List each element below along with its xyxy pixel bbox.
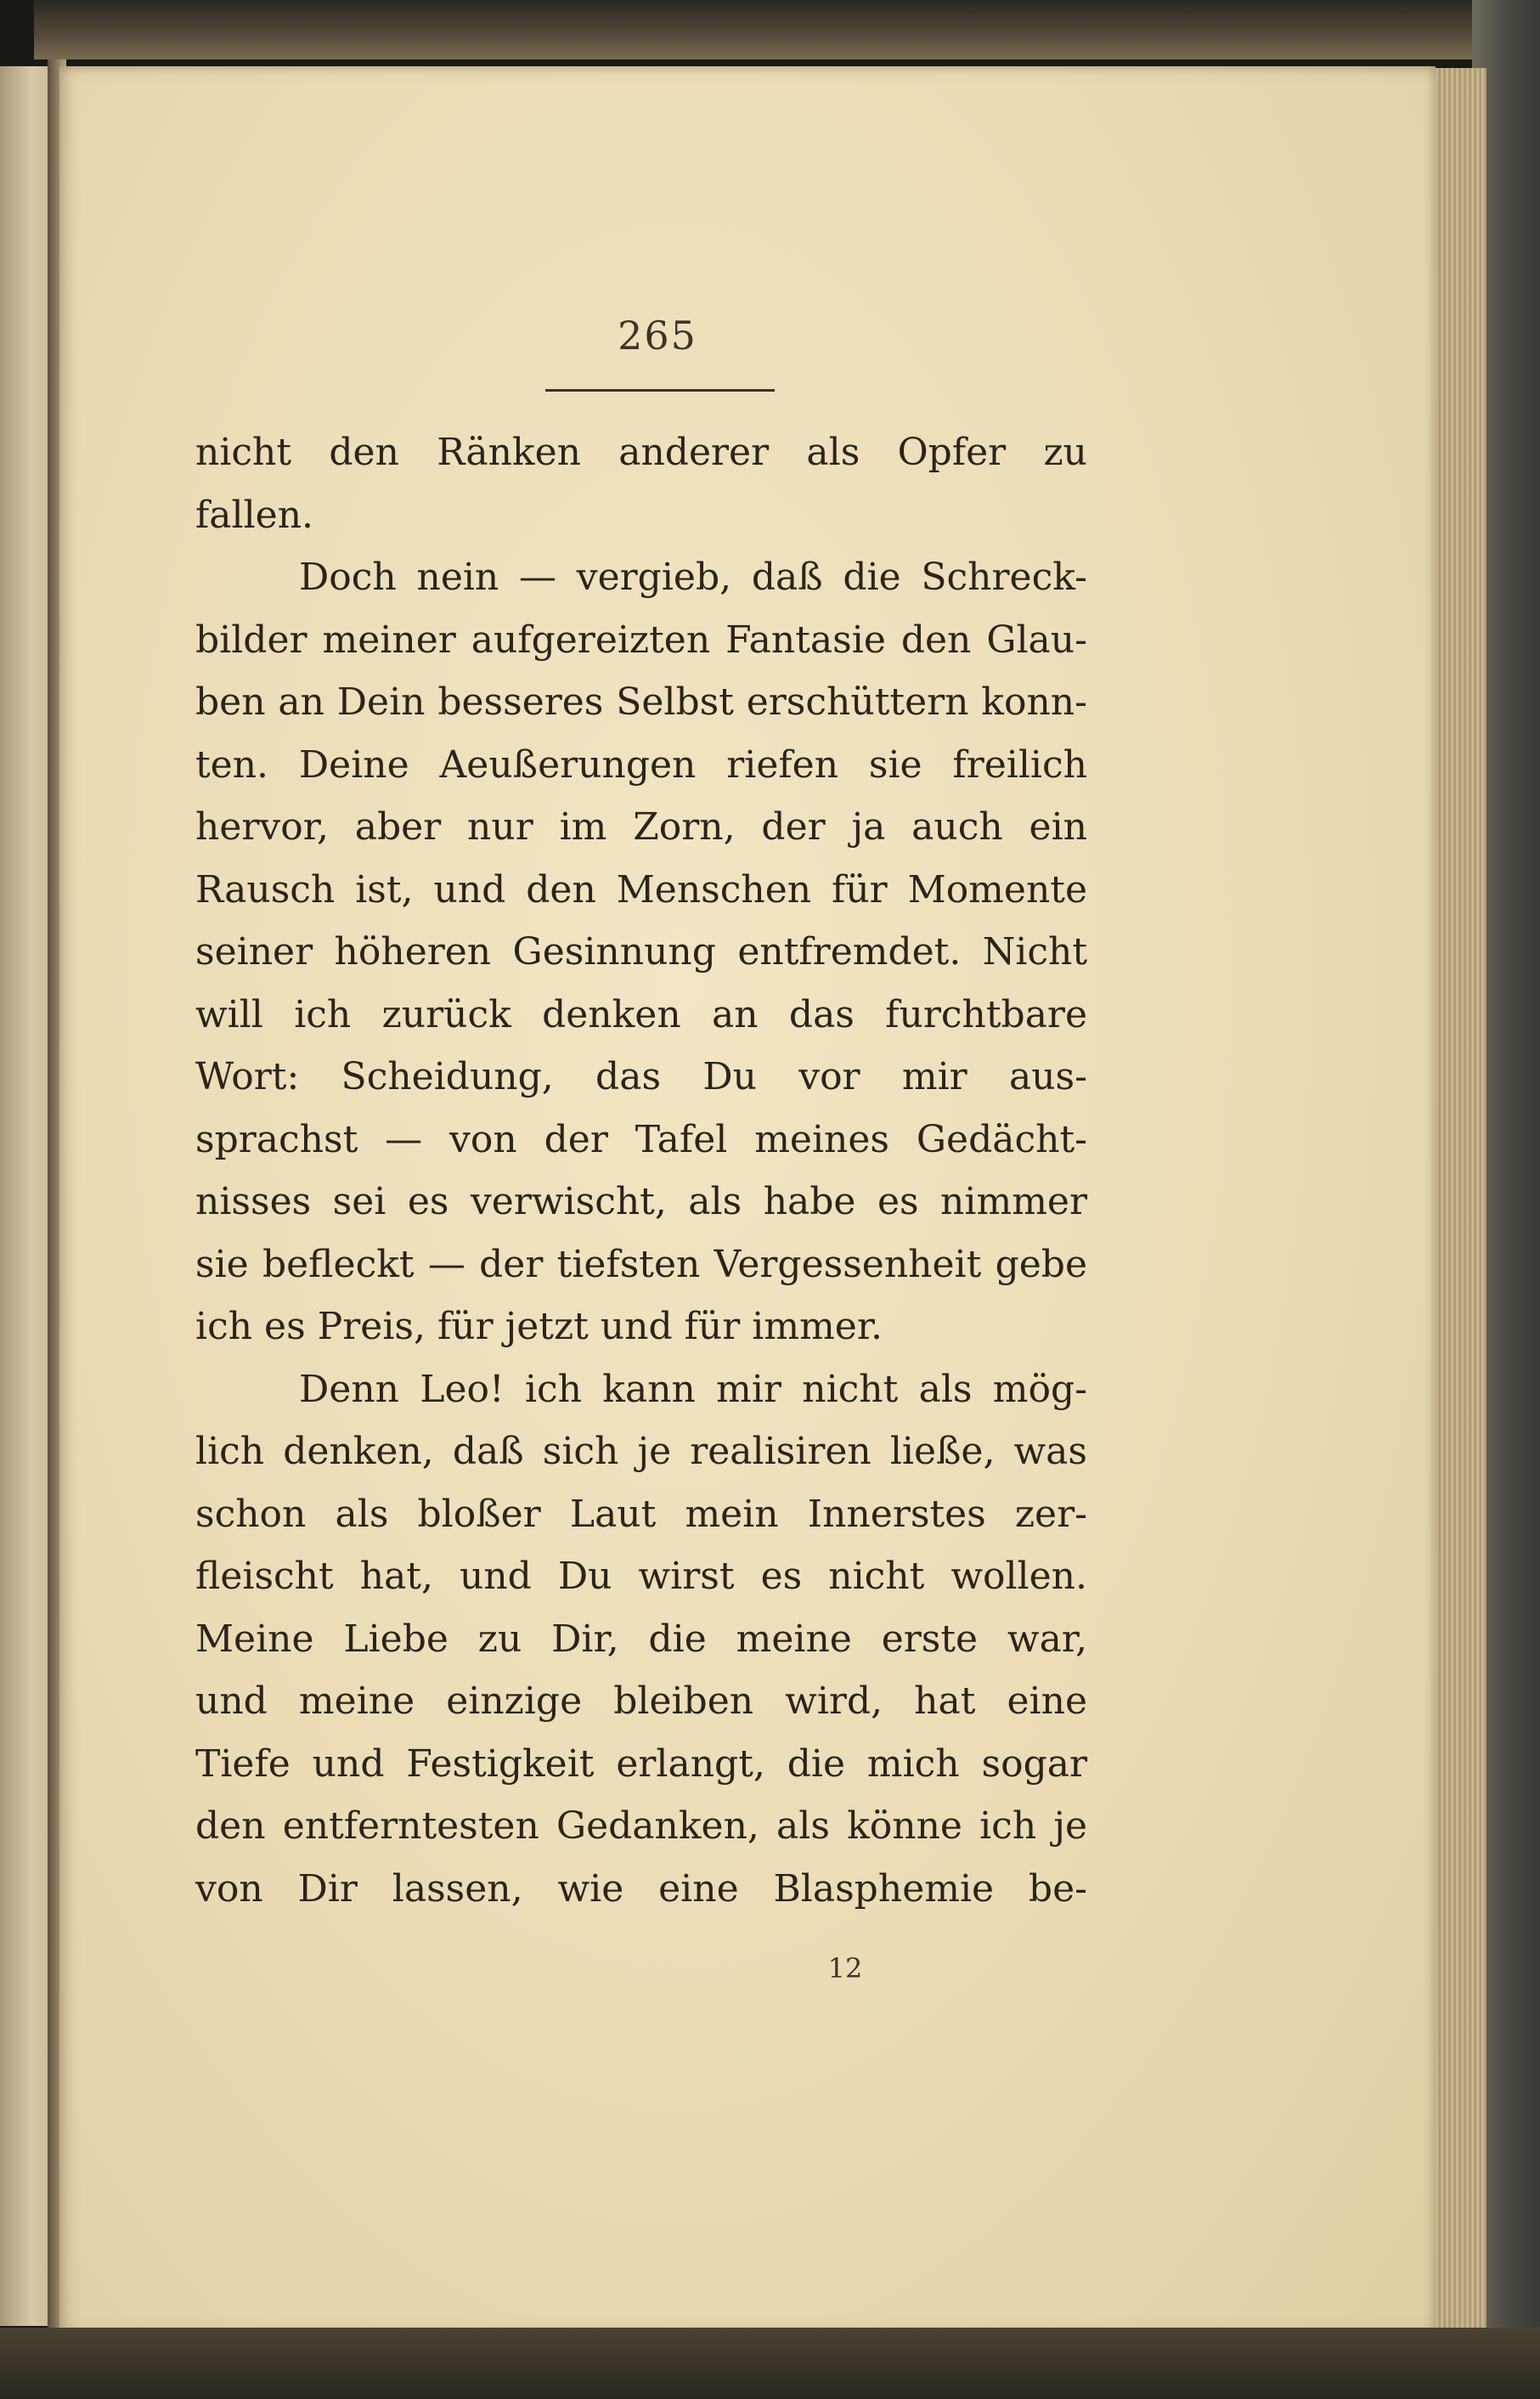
- text-line: hervor, aber nur im Zorn, der ja auch ein: [195, 805, 1087, 849]
- header-rule: [545, 389, 775, 392]
- text-line: nicht den Ränken anderer als Opfer zu: [195, 431, 1087, 474]
- text-line: ten. Deine Aeußerungen riefen sie freilich: [195, 742, 1087, 787]
- book-top-edge: [34, 0, 1478, 59]
- page-body-text: [195, 421, 1087, 1920]
- text-line: ich es Preis, für jetzt und für immer.: [195, 1305, 883, 1348]
- facing-page-edge: [0, 66, 53, 2326]
- text-line: lich denken, daß sich je realisiren ließe, was: [195, 1430, 1087, 1473]
- text-line: fallen.: [195, 493, 314, 537]
- text-line: bilder meiner aufgereizten Fantasie den Glau-: [195, 618, 1087, 662]
- text-line: Doch nein — vergieb, daß die Schreck-: [299, 556, 1087, 599]
- text-line: fleischt hat, und Du wirst es nicht wollen.: [195, 1555, 1087, 1598]
- text-line: Rausch ist, und den Menschen für Momente: [195, 867, 1087, 912]
- text-line: Denn Leo! ich kann mir nicht als mög-: [299, 1367, 1087, 1411]
- text-line: und meine einzige bleiben wird, hat eine: [195, 1679, 1087, 1723]
- text-line: nisses sei es verwischt, als habe es nimmer: [195, 1180, 1087, 1223]
- text-line: Tiefe und Festigkeit erlangt, die mich sogar: [195, 1741, 1087, 1786]
- text-line: sie befleckt — der tiefsten Vergessenheit gebe: [195, 1242, 1087, 1286]
- text-line: seiner höheren Gesinnung entfremdet. Nicht: [195, 930, 1087, 974]
- text-line: schon als bloßer Laut mein Innerstes zer-: [195, 1492, 1087, 1536]
- signature-mark: 12: [827, 1952, 863, 1984]
- text-line: Wort: Scheidung, das Du vor mir aus-: [195, 1055, 1087, 1098]
- text-line: ben an Dein besseres Selbst erschüttern konn-: [195, 680, 1087, 724]
- text-line: will ich zurück denken an das furchtbare: [195, 992, 1087, 1036]
- book-bottom-edge: [0, 2328, 1540, 2399]
- text-line: Meine Liebe zu Dir, die meine erste war,: [195, 1617, 1087, 1661]
- text-line: den entferntesten Gedanken, als könne ich je: [195, 1804, 1087, 1848]
- text-line: sprachst — von der Tafel meines Gedächt-: [195, 1117, 1087, 1161]
- page-number: 265: [618, 313, 697, 358]
- page-block-edges: [1427, 68, 1486, 2328]
- text-line: von Dir lassen, wie eine Blasphemie be-: [195, 1866, 1087, 1911]
